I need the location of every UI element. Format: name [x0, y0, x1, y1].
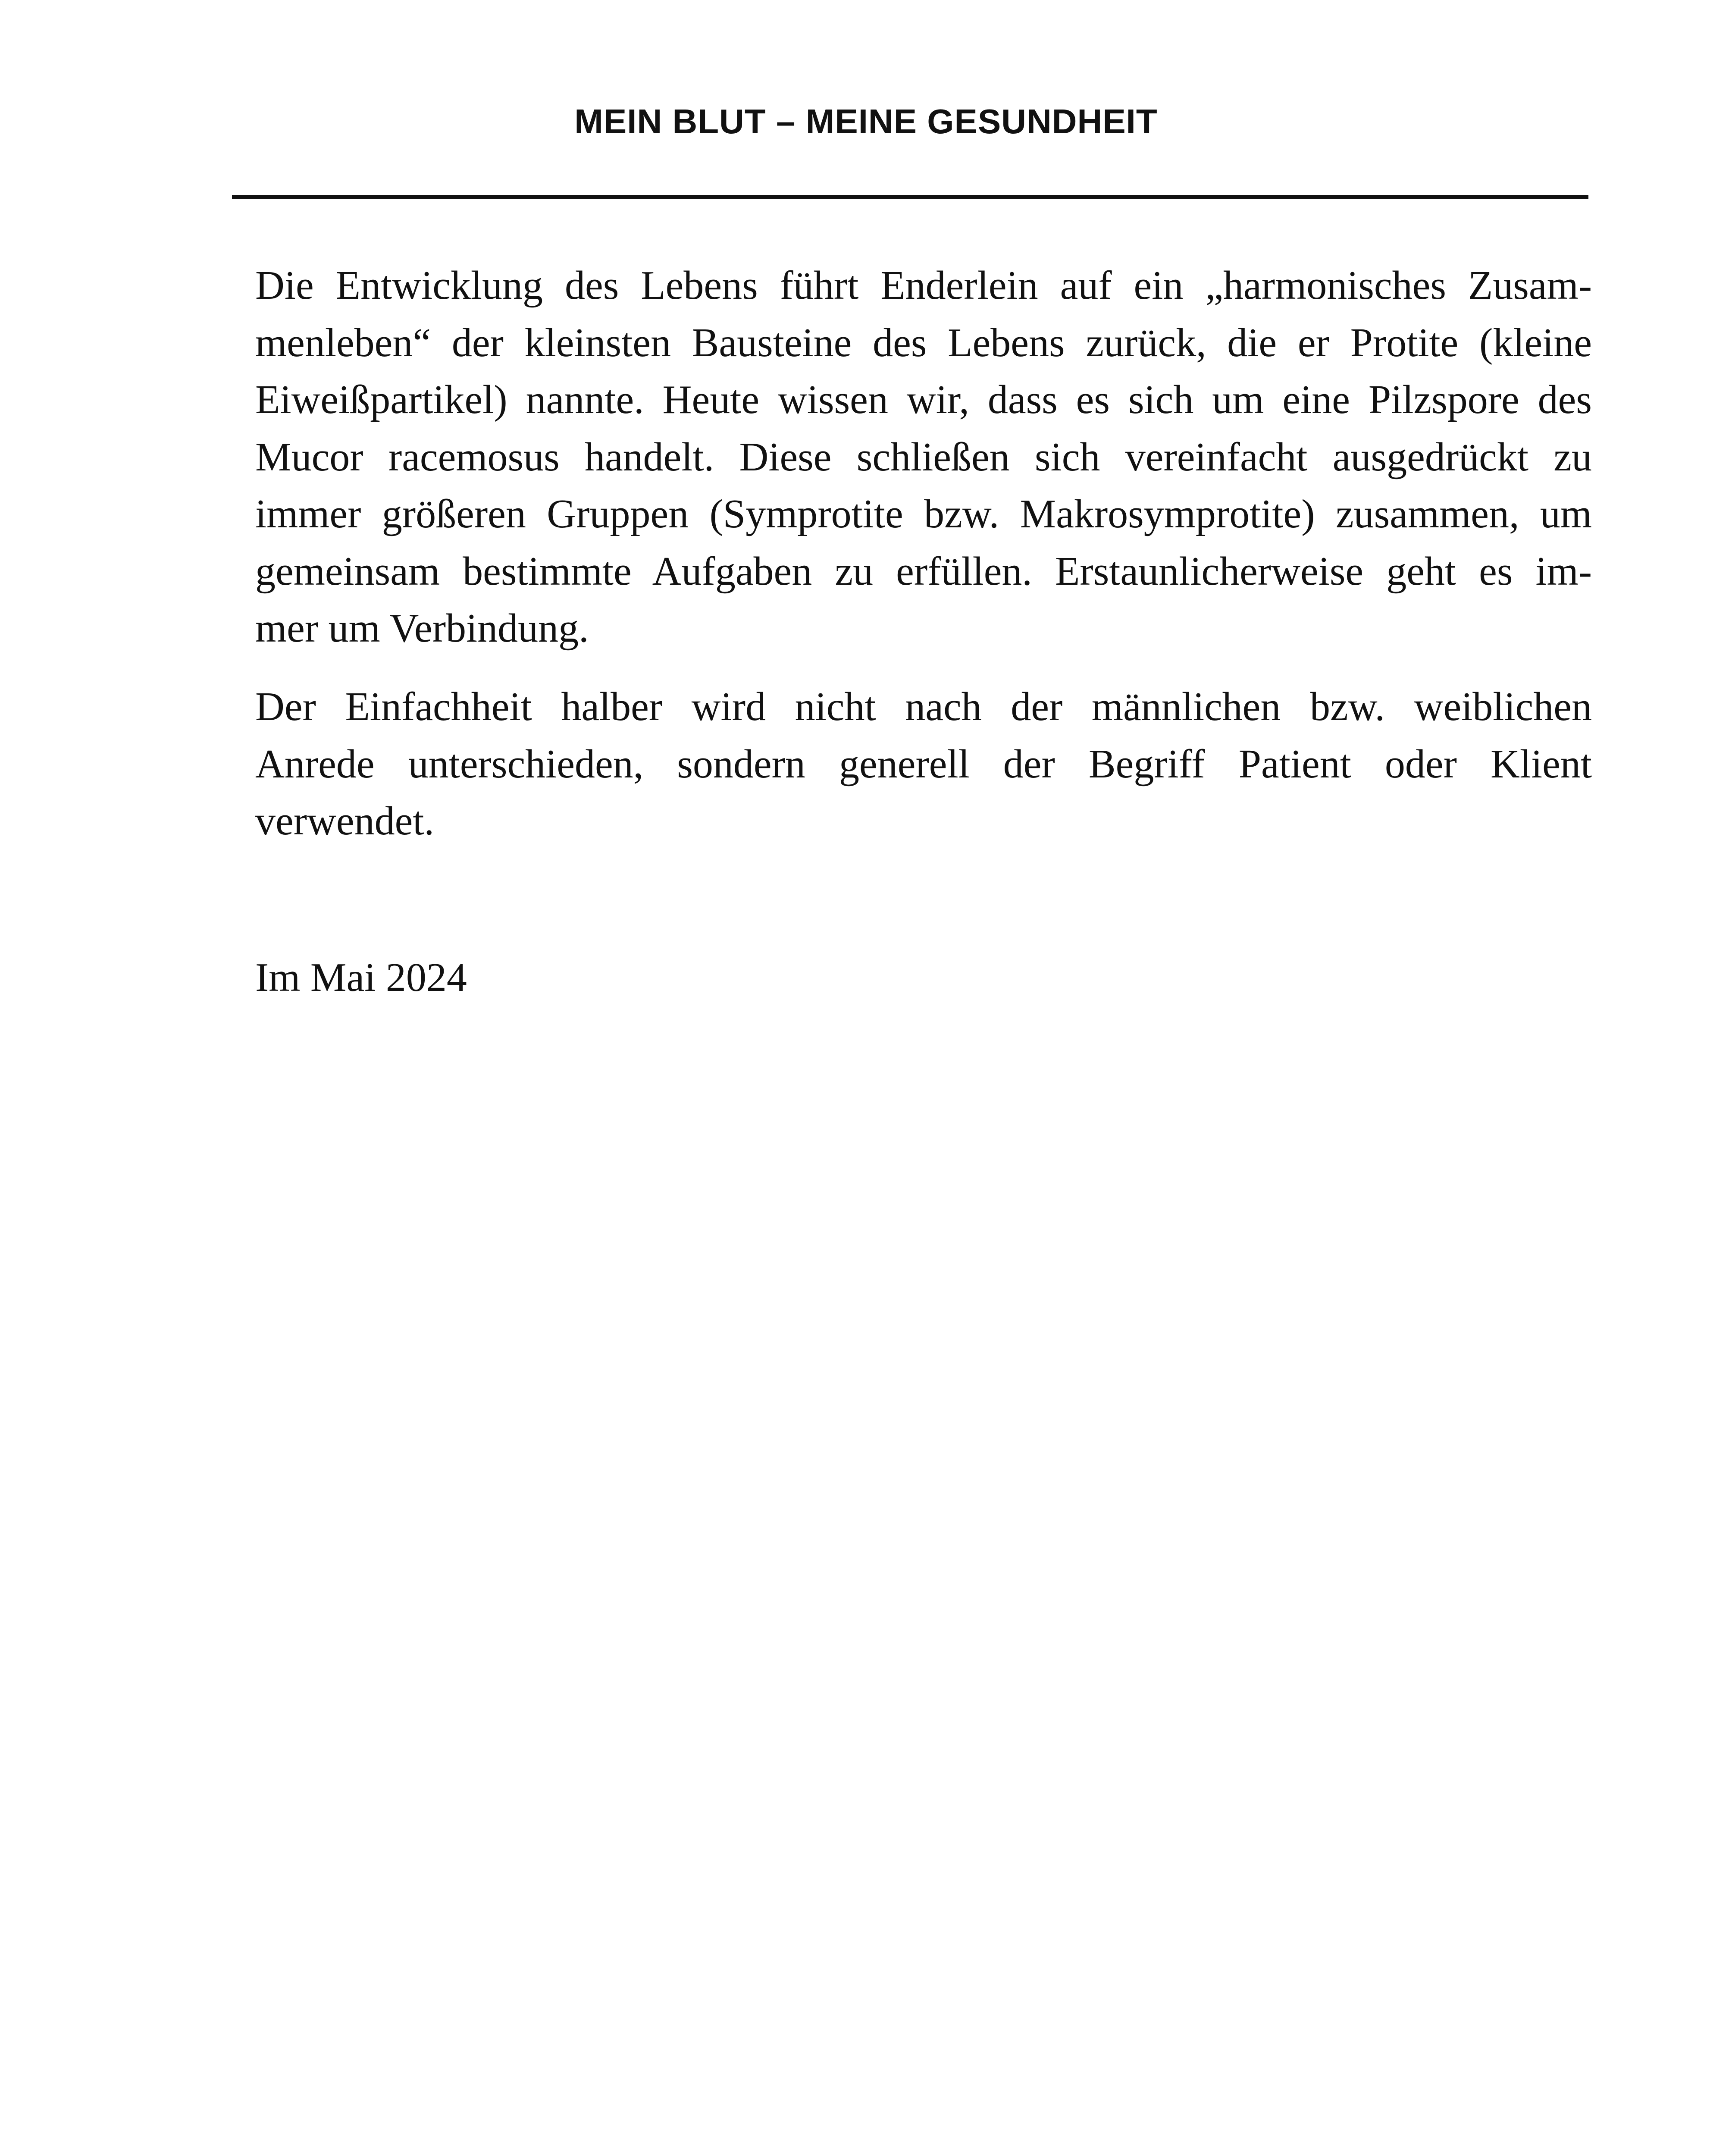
date-line: Im Mai 2024	[255, 955, 467, 1000]
paragraph-line: menleben“ der kleinsten Bausteine des Lebens zurück, die er Protite (kleine	[255, 320, 1592, 365]
paragraph-enderlein	[255, 257, 1592, 657]
paragraph-line: gemeinsam bestimmte Aufgaben zu erfüllen. Erstaunlicherweise geht es im-	[255, 548, 1592, 594]
paragraph-line: Die Entwicklung des Lebens führt Enderlein auf ein „harmonisches Zusam-	[255, 263, 1592, 308]
paragraph-line: Anrede unterschieden, sondern generell der Begriff Patient oder Klient	[255, 741, 1592, 787]
running-header: MEIN BLUT – MEINE GESUNDHEIT	[574, 102, 1158, 141]
paragraph-gender-note	[255, 678, 1592, 850]
paragraph-line: immer größeren Gruppen (Symprotite bzw. Makrosymprotite) zusammen, um	[255, 492, 1592, 536]
paragraph-line: verwendet.	[255, 799, 434, 843]
paragraph-line: Eiweißpartikel) nannte. Heute wissen wir, dass es sich um eine Pilzspore des	[255, 377, 1592, 422]
paragraph-line: mer um Verbindung.	[255, 606, 589, 651]
paragraph-line: Mucor racemosus handelt. Diese schließen sich vereinfacht ausgedrückt zu	[255, 434, 1592, 479]
header-rule	[232, 195, 1588, 199]
paragraph-line: Der Einfachheit halber wird nicht nach der männlichen bzw. weiblichen	[255, 684, 1592, 729]
